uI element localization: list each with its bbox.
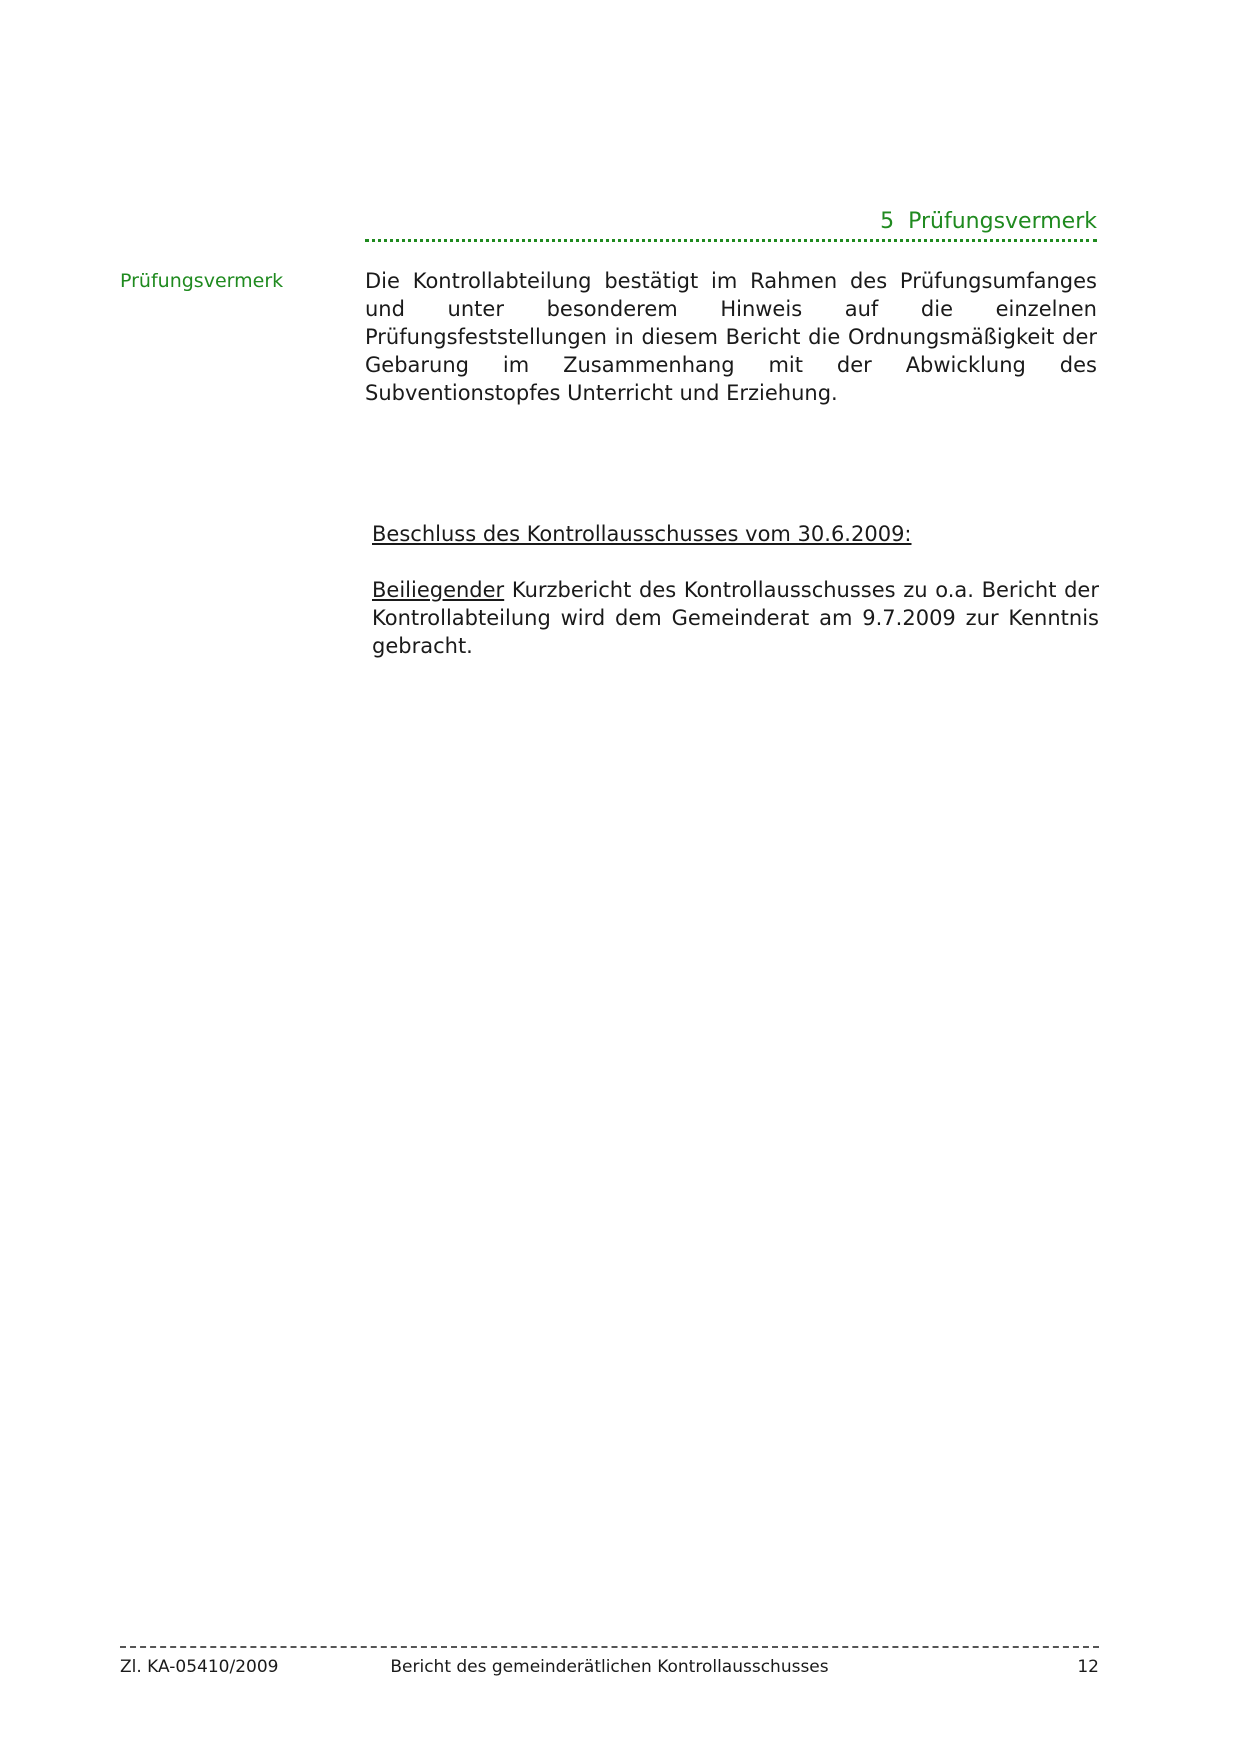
resolution-title: Beschluss des Kontrollausschusses vom 30.6.2009: <box>372 522 912 546</box>
resolution-underlined-word: Beiliegender <box>372 578 505 602</box>
page-number: 12 <box>1077 1657 1099 1677</box>
footer-title: Bericht des gemeinderätlichen Kontrollausschusses <box>390 1657 829 1677</box>
footer-reference: Zl. KA-05410/2009 <box>120 1657 279 1677</box>
section-title: Prüfungsvermerk <box>908 209 1097 234</box>
resolution-text <box>372 576 1099 660</box>
resolution-text-rest: Kurzbericht des Kontrollausschusses zu o.a. Bericht der Kontrollabteilung wird dem Gemeinderat am 9.7.2009 zur Kenntnis gebracht. <box>372 578 1099 658</box>
page-footer <box>120 1654 1099 1680</box>
section-heading <box>365 206 1097 238</box>
heading-dotted-rule <box>365 239 1097 242</box>
audit-statement-paragraph: Die Kontrollabteilung bestätigt im Rahmen des Prüfungsumfanges und unter besonderem Hinweis auf die einzelnen Prüfungsfeststellungen in diesem Bericht die Ordnungsmäßigkeit der Gebarung im Zusammenhang mit der Abwicklung des Subventionstopfes Unterricht und Erziehung. <box>365 269 1097 405</box>
section-number: 5 <box>880 209 895 234</box>
footer-dashed-rule <box>120 1646 1099 1648</box>
margin-label: Prüfungsvermerk <box>120 270 284 292</box>
